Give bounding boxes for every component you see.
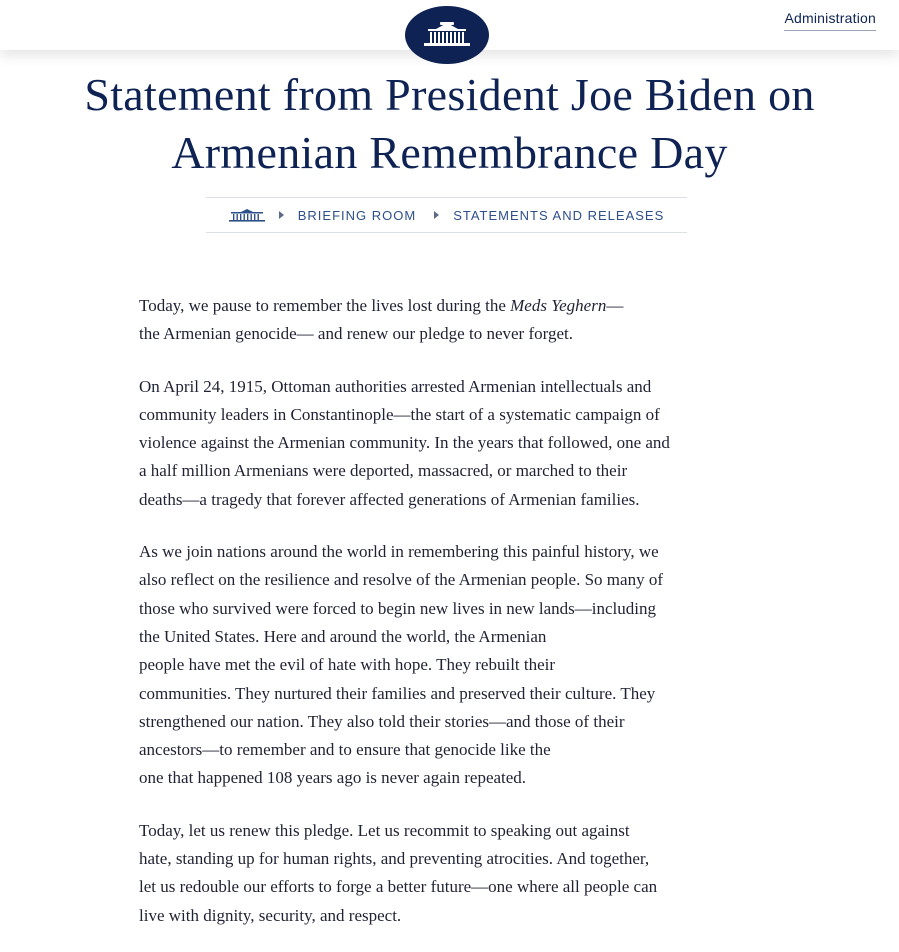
breadcrumb-briefing-room[interactable]: BRIEFING ROOM — [297, 207, 417, 223]
paragraph-1-dash: — — [606, 296, 624, 315]
paragraph-4 — [139, 817, 769, 930]
paragraph-2-line: deaths—a tragedy that forever affected generations of Armenian families. — [139, 489, 640, 509]
white-house-icon — [422, 20, 472, 50]
paragraph-4-line: let us redouble our efforts to forge a better future—one where all people can — [139, 877, 658, 897]
paragraph-3-line: also reflect on the resilience and resolve of the Armenian people. So many of — [139, 570, 663, 590]
paragraph-4-line: hate, standing up for human rights, and preventing atrocities. And together, — [139, 849, 650, 869]
paragraph-2-line: On April 24, 1915, Ottoman authorities arrested Armenian intellectuals and — [139, 376, 652, 396]
paragraph-3-line: strengthened our nation. They also told their stories—and those of their — [139, 711, 625, 731]
administration-link[interactable]: Administration — [784, 10, 876, 31]
paragraph-3-line: people have met the evil of hate with hope. They rebuilt their — [139, 655, 556, 675]
paragraph-1-text: Today, we pause to remember the lives lost during the — [139, 296, 511, 315]
paragraph-3-line: those who survived were forced to begin new lives in new lands—including — [139, 598, 656, 618]
chevron-right-icon — [279, 211, 284, 219]
page-title-line-2: Armenian Remembrance Day — [171, 127, 728, 178]
paragraph-3-line: As we join nations around the world in remembering this painful history, we — [139, 542, 659, 562]
paragraph-2-line: a half million Armenians were deported, massacred, or marched to their — [139, 461, 628, 481]
paragraph-2-line: community leaders in Constantinople—the start of a systematic campaign of — [139, 404, 660, 424]
page-title — [0, 66, 899, 182]
paragraph-3-line: ancestors—to remember and to ensure that genocide like the — [139, 740, 551, 760]
paragraph-4-line: Today, let us renew this pledge. Let us recommit to speaking out against — [139, 820, 630, 840]
chevron-right-icon — [434, 211, 439, 219]
paragraph-3-line: one that happened 108 years ago is never again repeated. — [139, 768, 527, 788]
paragraph-4-line: live with dignity, security, and respect. — [139, 905, 402, 925]
paragraph-2 — [139, 373, 769, 514]
paragraph-1-line-2: the Armenian genocide— and renew our pledge to never forget. — [139, 324, 573, 344]
breadcrumb-home-link[interactable] — [229, 208, 265, 222]
white-house-seal-icon[interactable] — [405, 6, 489, 64]
meds-yeghern-emphasis: Meds Yeghern — [510, 296, 607, 315]
white-house-icon — [229, 208, 265, 222]
breadcrumb — [206, 197, 687, 233]
paragraph-3 — [139, 538, 769, 793]
paragraph-3-line: communities. They nurtured their families and preserved their culture. They — [139, 683, 656, 703]
article-body — [139, 292, 769, 952]
page-title-line-1: Statement from President Joe Biden on — [84, 69, 815, 120]
paragraph-1 — [139, 292, 769, 349]
paragraph-3-line: the United States. Here and around the world, the Armenian — [139, 626, 547, 646]
breadcrumb-statements-and-releases[interactable]: STATEMENTS AND RELEASES — [453, 207, 665, 223]
paragraph-2-line: violence against the Armenian community. In the years that followed, one and — [139, 433, 670, 453]
